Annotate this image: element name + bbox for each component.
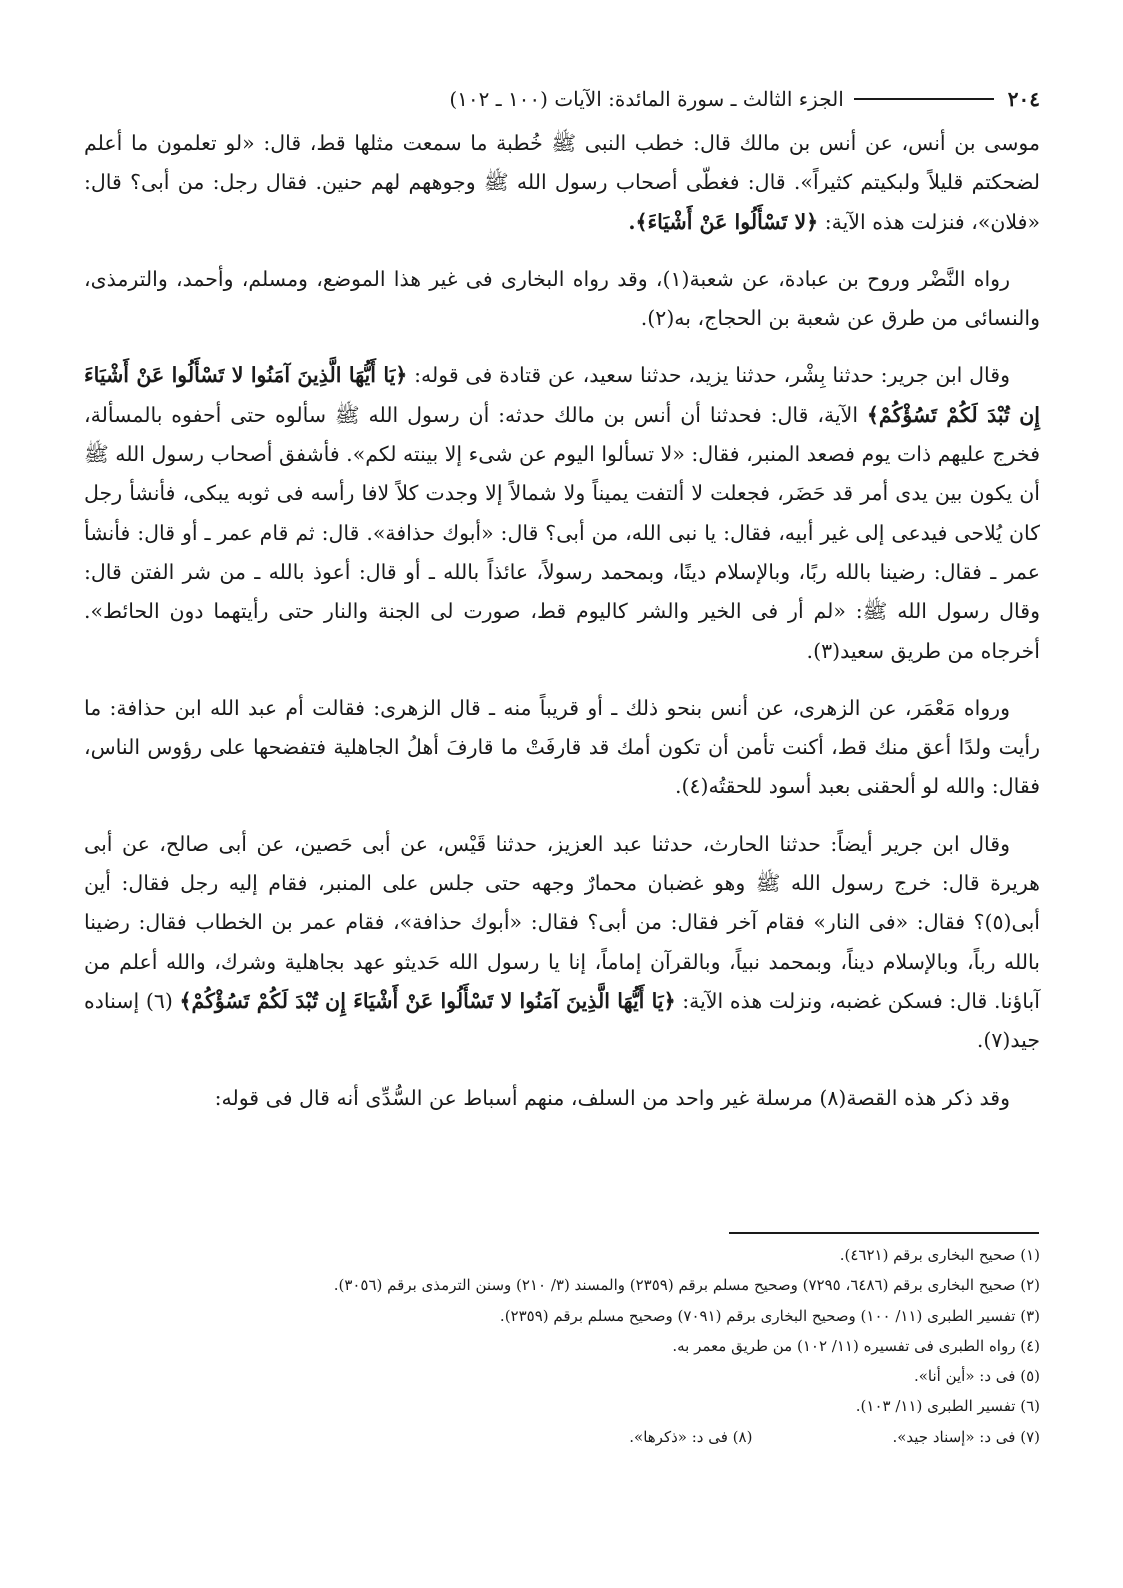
paragraph-3: وقال ابن جرير: حدثنا بِشْر، حدثنا يزيد، حدثنا سعيد، عن قتادة فى قوله: ﴿يَا أَيُّهَا الَّذِينَ آمَنُوا لا تَسْأَلُوا عَنْ أَشْيَاءَ إِن تُبْدَ لَكُمْ تَسُؤْكُمْ﴾ الآية، قال: فحدثنا أن أنس بن مالك حدثه: أن رسول الله ﷺ سألوه حتى أحفوه بالمسألة، فخرج عليهم ذات يوم فصعد المنبر، فقال: «لا تسألوا اليوم عن شىء إلا بينته لكم». فأشفق أصحاب رسول الله ﷺ أن يكون بين يدى أمر قد حَضَر، فجعلت لا ألتفت يميناً ولا شمالاً إلا وجدت كلاً لافا رأسه فى ثوبه يبكى، فأنشأ رجل كان يُلاحى فيدعى إلى غير أبيه، فقال: يا نبى الله، من أبى؟ قال: «أبوك حذافة». قال: ثم قام عمر ـ أو قال: فأنشأ عمر ـ فقال: رضينا بالله ربًا، وبالإسلام دينًا، وبمحمد رسولاً، عائذاً بالله ـ أو قال: أعوذ بالله ـ من شر الفتن قال: وقال رسول الله ﷺ: «لم أر فى الخير والشر كاليوم قط، صورت لى الجنة والنار حتى رأيتهما دون الحائط». أخرجاه من طريق سعيد(٣). [83,363,1040,663]
paragraph-5: وقال ابن جرير أيضاً: حدثنا الحارث، حدثنا عبد العزيز، حدثنا قَيْس، عن أبى حَصين، عن أبى صالح، عن أبى هريرة قال: خرج رسول الله ﷺ وهو غضبان محمارٌ وجهه حتى جلس على المنبر، فقام إليه رجل فقال: أين أبى(٥)؟ فقال: «فى النار» فقام آخر فقال: من أبى؟ فقال: «أبوك حذافة»، فقام عمر بن الخطاب فقال: رضينا بالله رباً، وبالإسلام ديناً، وبمحمد نبياً، وبالقرآن إماماً، إنا يا رسول الله حَديثو عهد بجاهلية وشرك، والله أعلم من آباؤنا. قال: فسكن غضبه، ونزلت هذه الآية: ﴿يَا أَيُّهَا الَّذِينَ آمَنُوا لا تَسْأَلُوا عَنْ أَشْيَاءَ إِن تُبْدَ لَكُمْ تَسُؤْكُمْ﴾ (٦) إسناده جيد(٧). [84,831,1040,1053]
page-number: ٢٠٤ [1007,87,1040,111]
footnote-6: (٦) تفسير الطبرى (١١/ ١٠٣). [855,1397,1040,1416]
header-rule [854,98,994,100]
main-text [84,124,1040,1136]
paragraph-1: موسى بن أنس، عن أنس بن مالك قال: خطب النبى ﷺ خُطبة ما سمعت مثلها قط، قال: «لو تعلمون ما أعلم لضحكتم قليلاً ولبكيتم كثيراً». قال: فغطّى أصحاب رسول الله ﷺ وجوههم لهم حنين. فقال رجل: من أبى؟ قال: «فلان»، فنزلت هذه الآية: ﴿لا تَسْأَلُوا عَنْ أَشْيَاءَ﴾. [84,131,1040,234]
footnote-4: (٤) رواه الطبرى فى تفسيره (١١/ ١٠٢) من طريق معمر به. [672,1336,1040,1355]
footnote-8: (٨) فى د: «ذكرها». [629,1427,753,1446]
footnote-row [84,1422,1040,1452]
paragraph-4: ورواه مَعْمَر، عن الزهرى، عن أنس بنحو ذلك ـ أو قريباً منه ـ قال الزهرى: فقالت أم عبد الله ابن حذافة: ما رأيت ولدًا أعق منك قط، أكنت تأمن أن تكون أمك قد قارفَتْ ما قارفَ أهلُ الجاهلية فتفضحها على رؤوس الناس، فقال: والله لو ألحقنى بعبد أسود للحقتُه(٤). [84,695,1040,799]
footnote-2: (٢) صحيح البخارى برقم (٦٤٨٦، ٧٢٩٥) وصحيح مسلم برقم (٢٣٥٩) والمسند (٣/ ٢١٠) وسنن الترمذى برقم (٣٠٥٦). [333,1276,1040,1295]
quran-verse: ﴿يَا أَيُّهَا الَّذِينَ آمَنُوا لا تَسْأَلُوا عَنْ أَشْيَاءَ إِن تُبْدَ لَكُمْ تَسُؤْكُمْ﴾ [84,363,1040,427]
header-title: الجزء الثالث ـ سورة المائدة: الآيات (١٠٠ ـ ١٠٢) [449,87,844,111]
quran-verse: ﴿يَا أَيُّهَا الَّذِينَ آمَنُوا لا تَسْأَلُوا عَنْ أَشْيَاءَ إِن تُبْدَ لَكُمْ تَسُؤْكُمْ﴾ [179,988,676,1013]
footnote-7: (٧) فى د: «إسناد جيد». [892,1427,1040,1446]
running-header [84,80,1040,118]
footnote-rule [729,1232,1039,1234]
paragraph-6: وقد ذكر هذه القصة(٨) مرسلة غير واحد من السلف، منهم أسباط عن السُّدِّى أنه قال فى قوله: [214,1085,1010,1110]
footnote-3: (٣) تفسير الطبرى (١١/ ١٠٠) وصحيح البخارى برقم (٧٠٩١) وصحيح مسلم برقم (٢٣٥٩). [499,1306,1040,1325]
paragraph-2: رواه النَّضْر وروح بن عبادة، عن شعبة(١)، وقد رواه البخارى فى غير هذا الموضع، ومسلم، وأحمد، والترمذى، والنسائى من طرق عن شعبة بن الحجاج، به(٢). [84,266,1040,331]
footnote-1: (١) صحيح البخارى برقم (٤٦٢١). [839,1246,1040,1264]
footnote-5: (٥) فى د: «أين أنا». [913,1367,1040,1386]
footnotes [84,1240,1040,1452]
quran-verse: ﴿لا تَسْأَلُوا عَنْ أَشْيَاءَ﴾. [628,209,819,234]
